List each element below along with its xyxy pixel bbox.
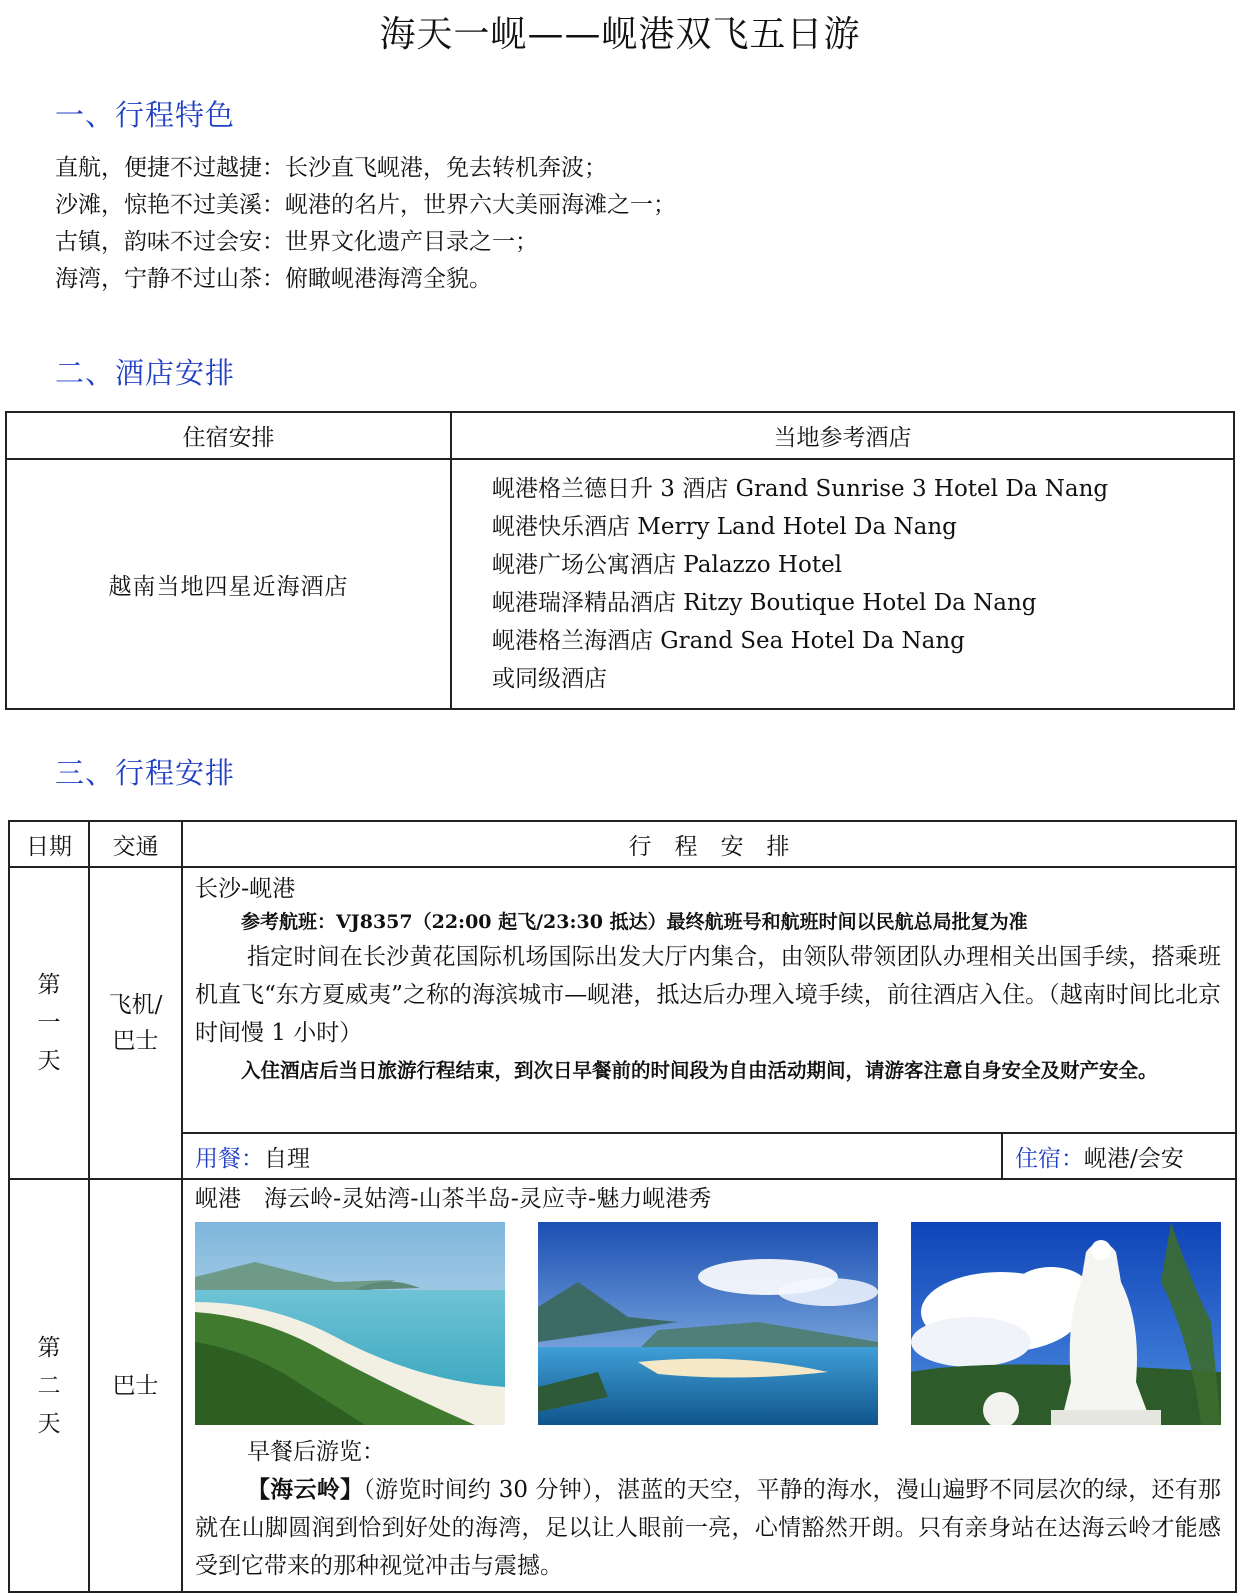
day1-label-3: 天 (37, 1048, 61, 1074)
feature-item: 海湾，宁静不过山茶：俯瞰岘港海湾全貌。 (55, 266, 492, 292)
features-heading: 一、行程特色 (55, 98, 236, 132)
stay-label: 住宿： (1015, 1145, 1084, 1172)
day1-note: 入住酒店后当日旅游行程结束，到次日早餐前的时间段为自由活动期间，请游客注意自身安全及财产安全。 (241, 1059, 1158, 1082)
day2-title: 岘港 海云岭-灵姑湾-山茶半岛-灵应寺-魅力岘港秀 (195, 1186, 712, 1212)
day1-meal (182, 1133, 1002, 1179)
hotel-item: 岘港格兰德日升 3 酒店 Grand Sunrise 3 Hotel Da Nang (492, 476, 1109, 502)
hotel-heading: 二、酒店安排 (55, 356, 236, 390)
day1-label-1: 第 (37, 972, 61, 998)
hotel-item: 岘港格兰海酒店 Grand Sea Hotel Da Nang (492, 628, 965, 654)
day1-title: 长沙-岘港 (195, 876, 296, 902)
feature-item: 沙滩，惊艳不过美溪：岘港的名片，世界六大美丽海滩之一； (55, 192, 676, 218)
hotel-list (451, 459, 1234, 709)
header-date: 日期 (9, 821, 89, 867)
itinerary-table (8, 820, 1237, 1593)
feature-item: 古镇，韵味不过会安：世界文化遗产目录之一； (55, 229, 538, 255)
day2-label-1: 第 (37, 1334, 61, 1361)
day2-transport: 巴士 (89, 1179, 182, 1592)
hotel-item: 岘港瑞泽精品酒店 Ritzy Boutique Hotel Da Nang (492, 590, 1037, 616)
haiyun-pass-photo (195, 1222, 505, 1425)
feature-item: 直航，便捷不过越捷：长沙直飞岘港，免去转机奔波； (55, 155, 607, 181)
features-list (55, 150, 676, 298)
meal-value: 自理 (264, 1145, 310, 1172)
linh-ung-pagoda-photo (911, 1222, 1221, 1425)
day1-desc: 指定时间在长沙黄花国际机场国际出发大厅内集合，由领队带领团队办理相关出国手续，搭乘班机直飞“东方夏威夷”之称的海滨城市—岘港，抵达后办理入境手续，前往酒店入住。（越南时间比北京时间慢 1 小时） (195, 944, 1221, 1046)
meal-label: 用餐： (195, 1145, 264, 1172)
day2-label (9, 1179, 89, 1592)
hotel-table (5, 411, 1235, 710)
day1-transport-1: 飞机/ (108, 992, 163, 1018)
page-title: 海天一岘——岘港双飞五日游 (379, 14, 861, 55)
day1-transport-2: 巴士 (112, 1028, 159, 1054)
day2-label-2: 二 (37, 1372, 61, 1399)
header-schedule: 行 程 安 排 (182, 821, 1236, 867)
day1-content (182, 867, 1236, 1133)
accommodation-type: 越南当地四星近海酒店 (6, 459, 451, 709)
spot-name: 【海云岭】 (247, 1476, 364, 1503)
hotel-item: 岘港广场公寓酒店 Palazzo Hotel (492, 552, 843, 578)
day2-after-breakfast: 早餐后游览： (247, 1439, 385, 1465)
header-transport: 交通 (89, 821, 182, 867)
stay-value: 岘港/会安 (1084, 1145, 1184, 1172)
day2-label-3: 天 (37, 1410, 61, 1437)
itinerary-heading: 三、行程安排 (55, 756, 236, 790)
day1-flight: 参考航班：VJ8357（22:00 起飞/23:30 抵达）最终航班号和航班时间以民航总局批复为准 (241, 911, 1028, 933)
day1-stay (1002, 1133, 1236, 1179)
day1-label-2: 一 (37, 1010, 61, 1036)
photo-strip (195, 1222, 1221, 1425)
day1-label (9, 867, 89, 1179)
lang-co-bay-photo (538, 1222, 878, 1425)
day1-transport (89, 867, 182, 1179)
hotel-header-accommodation: 住宿安排 (6, 412, 451, 459)
spot-desc: （游览时间约 30 分钟），湛蓝的天空，平静的海水，漫山遍野不同层次的绿，还有那就在山脚圆润到恰到好处的海湾，足以让人眼前一亮，心情豁然开朗。只有亲身站在达海云岭才能感受到它带来的那种视觉冲击与震撼。 (195, 1477, 1222, 1579)
day2-spot (195, 1471, 1221, 1585)
hotel-item: 或同级酒店 (492, 666, 607, 692)
day2-content (182, 1179, 1236, 1592)
hotel-item: 岘港快乐酒店 Merry Land Hotel Da Nang (492, 514, 957, 540)
hotel-header-reference: 当地参考酒店 (451, 412, 1234, 459)
